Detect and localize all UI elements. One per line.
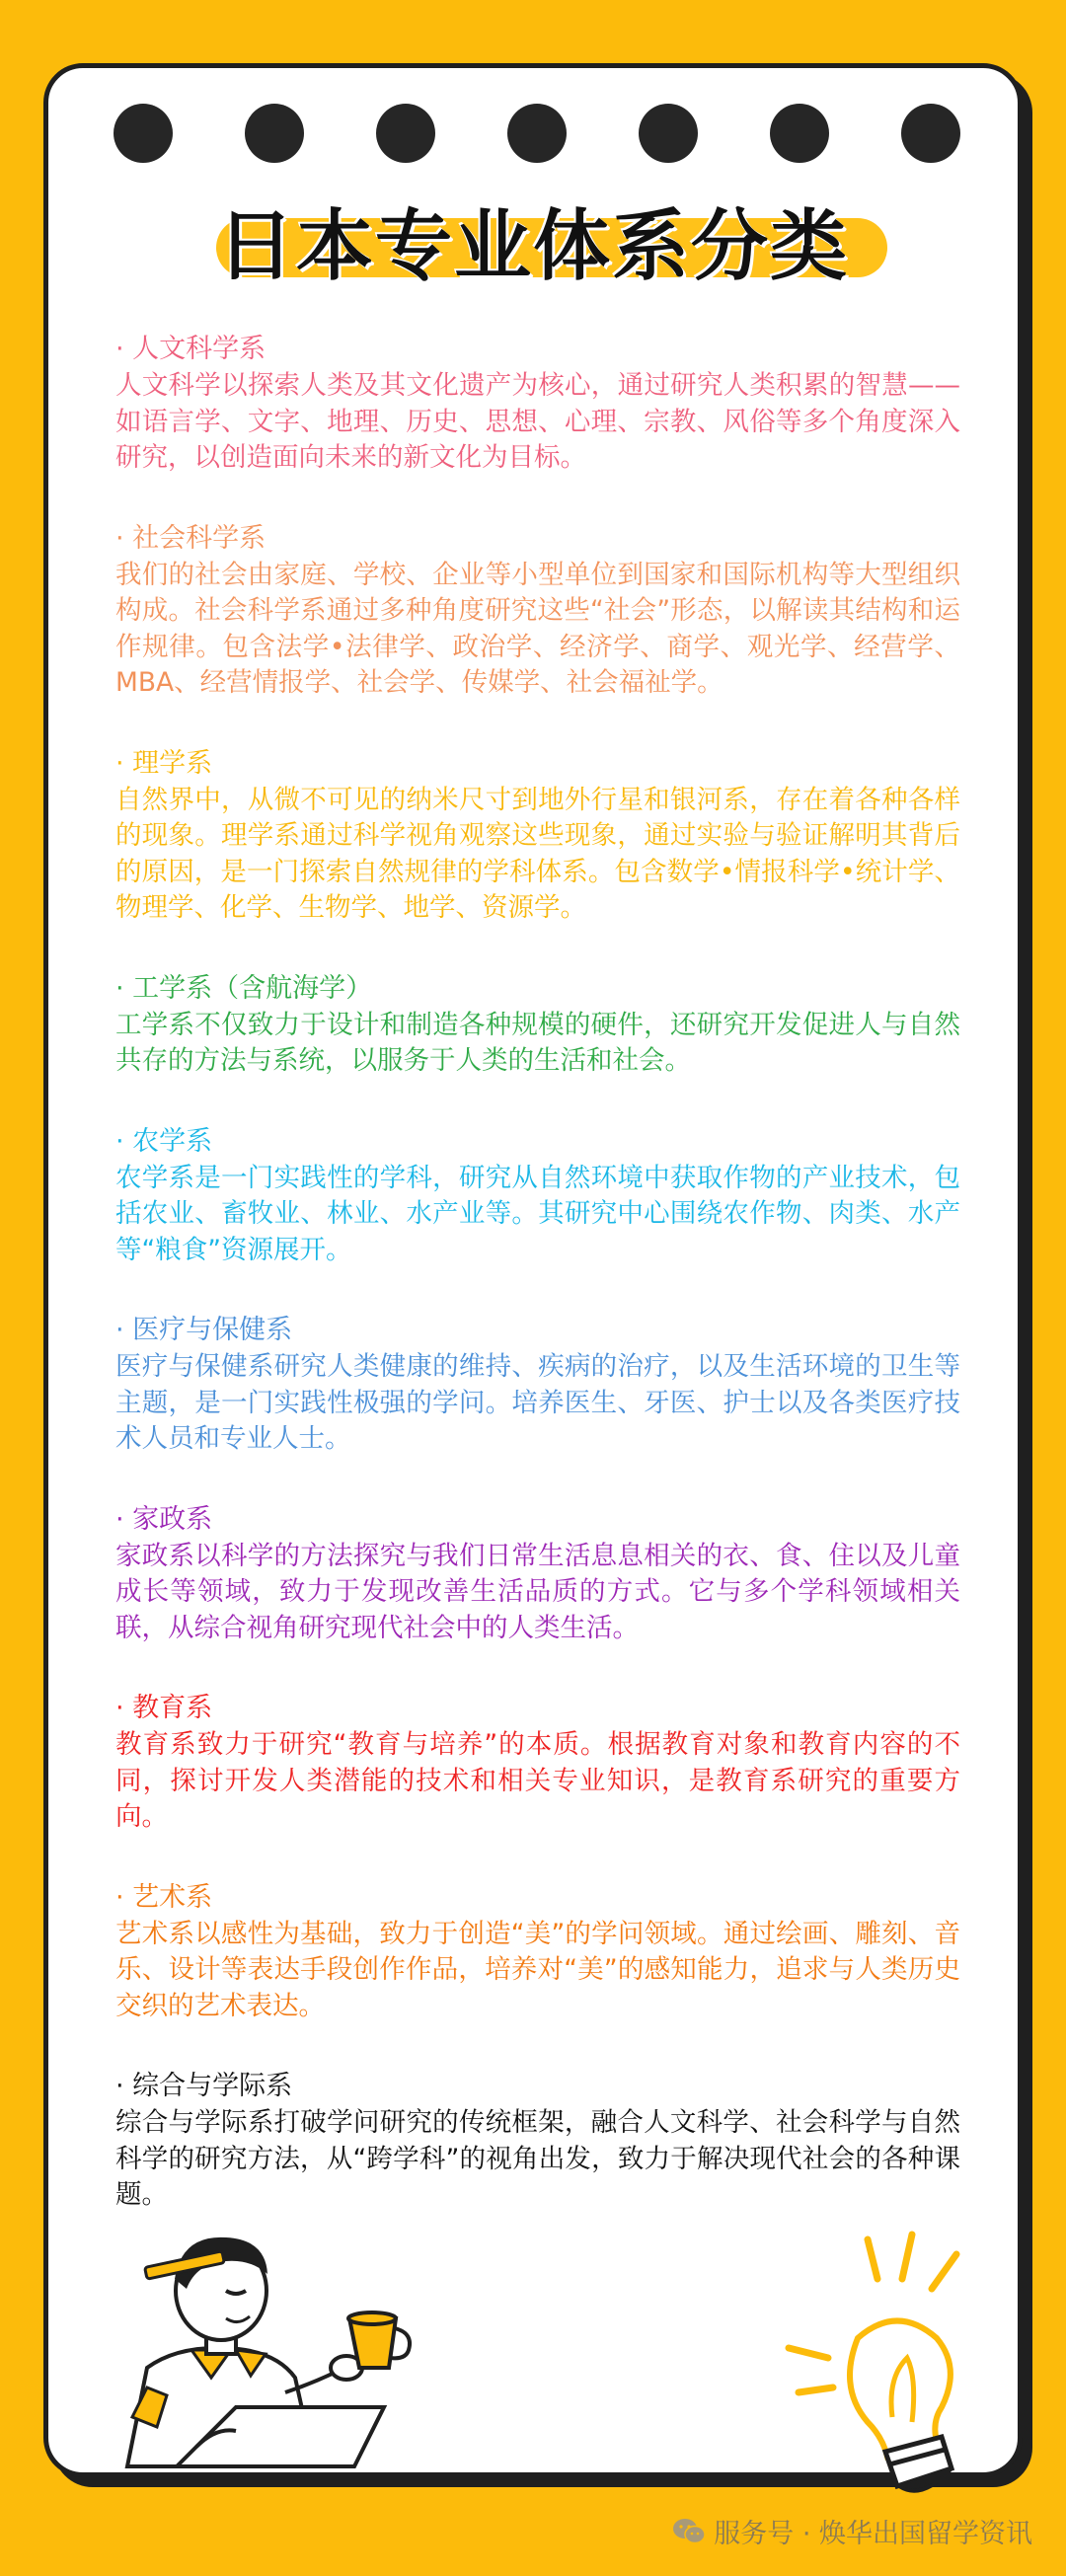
section-heading: · 艺术系: [115, 1881, 213, 1913]
binder-hole: [245, 104, 304, 163]
section-home-economics: [115, 1501, 960, 1647]
section-heading: · 理学系: [115, 747, 213, 779]
section-arts: [115, 1879, 960, 2025]
section-engineering: [115, 970, 960, 1080]
page-title: 日本专业体系分类: [216, 202, 849, 291]
section-heading: · 医疗与保健系: [115, 1315, 293, 1345]
section-heading: · 农学系: [115, 1125, 213, 1157]
section-science: [115, 745, 960, 927]
section-body: 综合与学际系打破学问研究的传统框架，融合人文科学、社会科学与自然科学的研究方法，从“跨学科”的视角出发，致力于解决现代社会的各种课题。: [115, 2107, 960, 2210]
binder-hole: [507, 104, 567, 163]
section-heading: · 社会科学系: [115, 522, 266, 554]
section-body: 我们的社会由家庭、学校、企业等小型单位到国家和国际机构等大型组织构成。社会科学系通过多种角度研究这些“社会”形态，以解读其结构和运作规律。包含法学•法律学、政治学、经济学、商学、观光学、经营学、MBA、经营情报学、社会学、传媒学、社会福祉学。: [115, 559, 960, 698]
lightbulb-illustration: [739, 2210, 1016, 2506]
section-heading: · 工学系（含航海学）: [115, 972, 373, 1004]
section-heading: · 人文科学系: [115, 334, 266, 364]
binder-hole: [639, 104, 698, 163]
binder-hole: [114, 104, 173, 163]
footer-watermark: [672, 2512, 1032, 2550]
content-card: [43, 63, 1023, 2477]
section-body: 教育系致力于研究“教育与培养”的本质。根据教育对象和教育内容的不同，探讨开发人类潜能的技术和相关专业知识，是教育系研究的重要方向。: [115, 1729, 960, 1832]
thinking-man-illustration: [88, 2220, 463, 2476]
section-social-sciences: [115, 520, 960, 702]
section-body: 农学系是一门实践性的学科，研究从自然环境中获取作物的产业技术，包括农业、畜牧业、林业、水产业等。其研究中心围绕农作物、肉类、水产等“粮食”资源展开。: [115, 1162, 960, 1265]
footer-text: 服务号 · 焕华出国留学资讯: [714, 2519, 1032, 2549]
binder-hole: [770, 104, 829, 163]
section-education: [115, 1690, 960, 1836]
binder-hole: [901, 104, 960, 163]
wechat-icon: [672, 2518, 706, 2545]
binder-holes: [48, 104, 1018, 163]
section-body: 工学系不仅致力于设计和制造各种规模的硬件，还研究开发促进人与自然共存的方法与系统，以服务于人类的生活和社会。: [115, 1009, 960, 1076]
section-heading: · 综合与学际系: [115, 2071, 293, 2101]
section-humanities: [115, 331, 960, 477]
section-body: 家政系以科学的方法探究与我们日常生活息息相关的衣、食、住以及儿童成长等领域，致力于发现改善生活品质的方式。它与多个学科领域相关联，从综合视角研究现代社会中的人类生活。: [115, 1540, 960, 1643]
section-heading: · 家政系: [115, 1503, 213, 1535]
section-agriculture: [115, 1123, 960, 1269]
section-medical: [115, 1312, 960, 1458]
section-interdisciplinary: [115, 2068, 960, 2214]
section-body: 医疗与保健系研究人类健康的维持、疾病的治疗，以及生活环境的卫生等主题，是一门实践性极强的学问。培养医生、牙医、护士以及各类医疗技术人员和专业人士。: [115, 1351, 960, 1454]
section-body: 自然界中，从微不可见的纳米尺寸到地外行星和银河系，存在着各种各样的现象。理学系通过科学视角观察这些现象，通过实验与验证解明其背后的原因，是一门探索自然规律的学科体系。包含数学•情报科学•统计学、物理学、化学、生物学、地学、资源学。: [115, 784, 960, 923]
section-heading: · 教育系: [115, 1693, 213, 1723]
section-body: 艺术系以感性为基础，致力于创造“美”的学问领域。通过绘画、雕刻、音乐、设计等表达手段创作作品，培养对“美”的感知能力，追求与人类历史交织的艺术表达。: [115, 1918, 960, 2021]
binder-hole: [376, 104, 435, 163]
sections-list: [115, 331, 960, 2257]
section-body: 人文科学以探索人类及其文化遗产为核心，通过研究人类积累的智慧——如语言学、文字、地理、历史、思想、心理、宗教、风俗等多个角度深入研究，以创造面向未来的新文化为目标。: [115, 370, 960, 473]
